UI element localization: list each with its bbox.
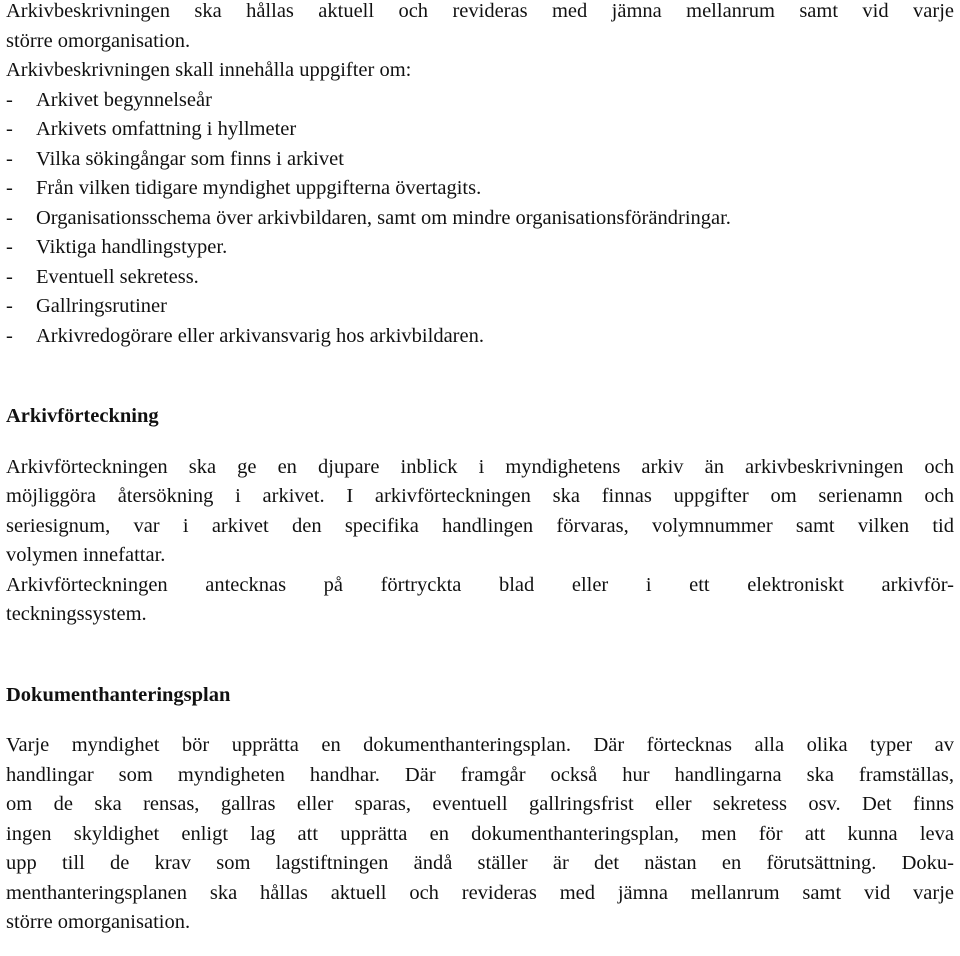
- paragraph-line: större omorganisation.: [6, 911, 191, 933]
- list-item-text: Arkivets omfattning i hyllmeter: [36, 118, 297, 140]
- paragraph-line: ingen skyldighet enligt lag att upprätta en dokumenthanteringsplan, men för att kunna leva: [6, 822, 954, 845]
- paragraph-line: seriesignum, var i arkivet den specifika handlingen förvaras, volymnummer samt vilken tid: [6, 514, 954, 537]
- paragraph-line: volymen innefattar.: [6, 544, 166, 566]
- arkivforteckning-paragraph: [6, 453, 954, 630]
- list-dash: -: [6, 88, 13, 111]
- list-item: [6, 174, 954, 204]
- section-spacer: [6, 351, 954, 402]
- paragraph-line: upp till de krav som lagstiftningen ändå ställer är det nästan en förutsättning. Doku-: [6, 852, 954, 874]
- heading-spacer: [6, 432, 954, 453]
- intro-line: Arkivbeskrivningen ska hållas aktuell och revideras med jämna mellanrum samt vid varje: [6, 0, 954, 22]
- paragraph-line: teckningssystem.: [6, 603, 147, 625]
- document-page: [6, 0, 954, 938]
- list-item: [6, 204, 954, 234]
- list-intro: Arkivbeskrivningen skall innehålla uppgifter om:: [6, 59, 412, 81]
- paragraph-line: handlingar som myndigheten handhar. Där framgår också hur handlingarna ska framställas,: [6, 763, 954, 786]
- paragraph-line: möjliggöra återsökning i arkivet. I arkivförteckningen ska finnas uppgifter om serienamn och: [6, 485, 954, 507]
- list-dash: -: [6, 206, 13, 229]
- list-item-text: Arkivredogörare eller arkivansvarig hos arkivbildaren.: [36, 324, 484, 347]
- list-dash: -: [6, 324, 13, 347]
- paragraph-line: Varje myndighet bör upprätta en dokumenthanteringsplan. Där förtecknas alla olika typer av: [6, 734, 954, 756]
- list-item-text: Arkivet begynnelseår: [36, 88, 212, 111]
- paragraph-line: om de ska rensas, gallras eller sparas, eventuell gallringsfrist eller sekretess osv. Det finns: [6, 793, 954, 815]
- list-item: [6, 292, 954, 322]
- section-heading-dokumenthanteringsplan: Dokumenthanteringsplan: [6, 683, 231, 706]
- list-item: [6, 115, 954, 145]
- paragraph-line: Arkivförteckningen antecknas på förtryckta blad eller i ett elektroniskt arkivför-: [6, 573, 954, 596]
- list-item-text: Organisationsschema över arkivbildaren, samt om mindre organisationsförändringar.: [36, 206, 731, 229]
- list-item-text: Gallringsrutiner: [36, 295, 167, 317]
- list-item: [6, 322, 954, 352]
- list-item-text: Viktiga handlingstyper.: [36, 236, 228, 258]
- list-dash: -: [6, 147, 13, 170]
- list-item-text: Vilka sökingångar som finns i arkivet: [36, 147, 344, 170]
- list-dash: -: [6, 265, 13, 288]
- list-item: [6, 145, 954, 175]
- section-heading-arkivforteckning: Arkivförteckning: [6, 405, 159, 427]
- list-item: [6, 263, 954, 293]
- paragraph-line: menthanteringsplanen ska hållas aktuell och revideras med jämna mellanrum samt vid varje: [6, 881, 954, 904]
- heading-spacer: [6, 710, 954, 731]
- list-dash: -: [6, 236, 13, 258]
- list-item-text: Från vilken tidigare myndighet uppgifterna övertagits.: [36, 177, 482, 199]
- dokumenthanteringsplan-paragraph: [6, 731, 954, 938]
- list-item: [6, 86, 954, 116]
- intro-paragraph: [6, 0, 954, 56]
- intro-line: större omorganisation.: [6, 29, 191, 52]
- list-item-text: Eventuell sekretess.: [36, 265, 199, 288]
- list-dash: -: [6, 118, 13, 140]
- list-dash: -: [6, 177, 13, 199]
- paragraph-line: Arkivförteckningen ska ge en djupare inblick i myndighetens arkiv än arkivbeskrivningen och: [6, 455, 954, 478]
- section-spacer: [6, 630, 954, 681]
- list-dash: -: [6, 295, 13, 317]
- list-item: [6, 233, 954, 263]
- archive-description-list: [6, 86, 954, 352]
